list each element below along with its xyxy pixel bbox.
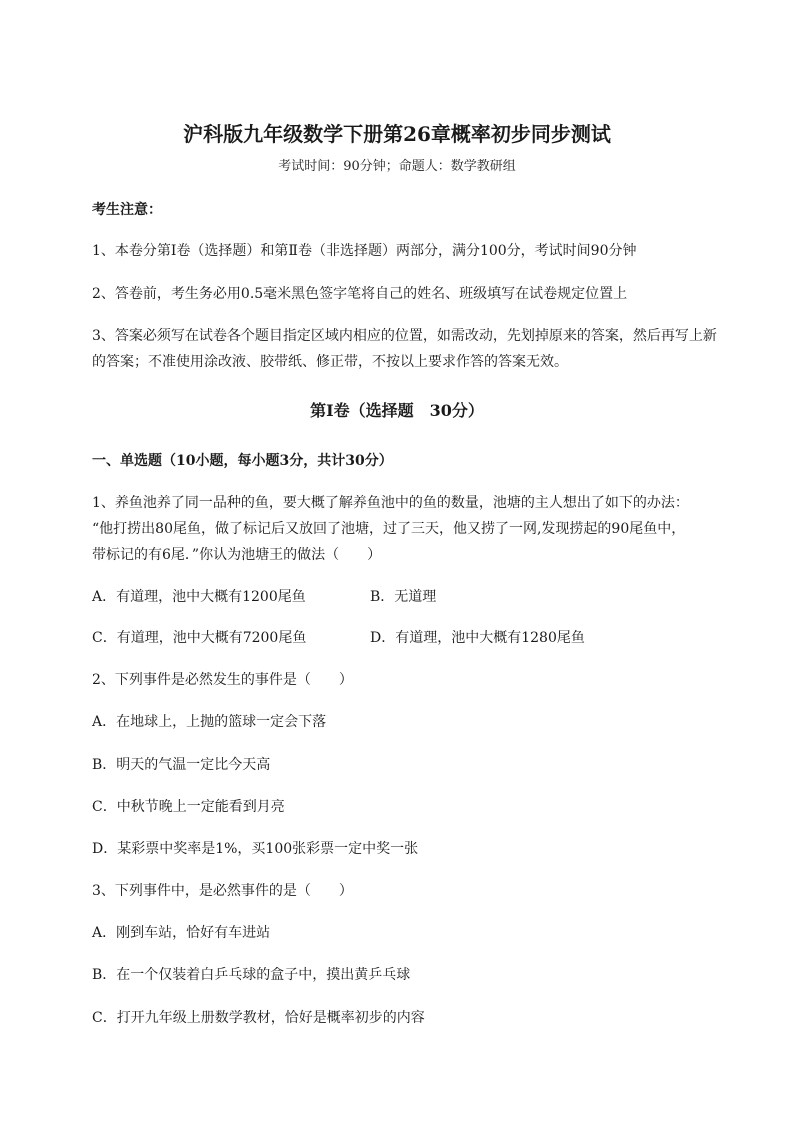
question-2-option-b: B．明天的气温一定比今天高 [92,757,271,773]
section-heading: 一、单选题（10小题，每小题3分，共计30分） [92,453,393,469]
question-1-stem-line-2: “他打捞出80尾鱼，做了标记后又放回了池塘，过了三天，他又捞了一网,发现捞起的90尾鱼中， [92,521,686,537]
question-3-option-b: B．在一个仅装着白乒乓球的盒子中，摸出黄乒乓球 [92,967,411,983]
question-1-option-c: C．有道理，池中大概有7200尾鱼 [92,630,307,646]
question-1-stem-line-1: 1、养鱼池养了同一品种的鱼，要大概了解养鱼池中的鱼的数量，池塘的主人想出了如下的办法： [92,495,689,511]
notice-item-1: 1、本卷分第I卷（选择题）和第Ⅱ卷（非选择题）两部分，满分100分，考试时间90分钟 [92,243,637,259]
part-one-title: 第I卷（选择题 30分） [310,401,484,420]
question-3-option-c: C．打开九年级上册数学教材，恰好是概率初步的内容 [92,1010,425,1026]
notice-heading: 考生注意： [92,202,162,218]
question-2-option-a: A．在地球上，上抛的篮球一定会下落 [92,714,327,730]
question-1-stem-line-3: 带标记的有6尾．”你认为池塘王的做法（ ） [92,547,382,563]
notice-item-3-continued: 的答案；不准使用涂改液、胶带纸、修正带，不按以上要求作答的答案无效。 [92,354,568,370]
question-2-option-d: D．某彩票中奖率是1%，买100张彩票一定中奖一张 [92,841,419,857]
notice-item-2: 2、答卷前，考生务必用0.5毫米黑色签字笔将自己的姓名、班级填写在试卷规定位置上 [92,286,628,302]
question-1-option-b: B．无道理 [370,589,437,605]
question-2-stem: 2、下列事件是必然发生的事件是（ ） [92,672,353,688]
question-3-option-a: A．刚到车站，恰好有车进站 [92,925,271,941]
question-1-option-a: A．有道理，池中大概有1200尾鱼 [92,589,306,605]
page-title: 沪科版九年级数学下册第26章概率初步同步测试 [183,122,611,146]
question-1-option-d: D．有道理，池中大概有1280尾鱼 [370,630,585,646]
exam-info: 考试时间：90分钟；命题人：数学教研组 [278,159,516,174]
question-3-stem: 3、下列事件中，是必然事件的是（ ） [92,883,353,899]
question-2-option-c: C．中秋节晚上一定能看到月亮 [92,799,285,815]
notice-item-3: 3、答案必须写在试卷各个题目指定区域内相应的位置，如需改动，先划掉原来的答案，然后再写上新 [92,328,717,344]
